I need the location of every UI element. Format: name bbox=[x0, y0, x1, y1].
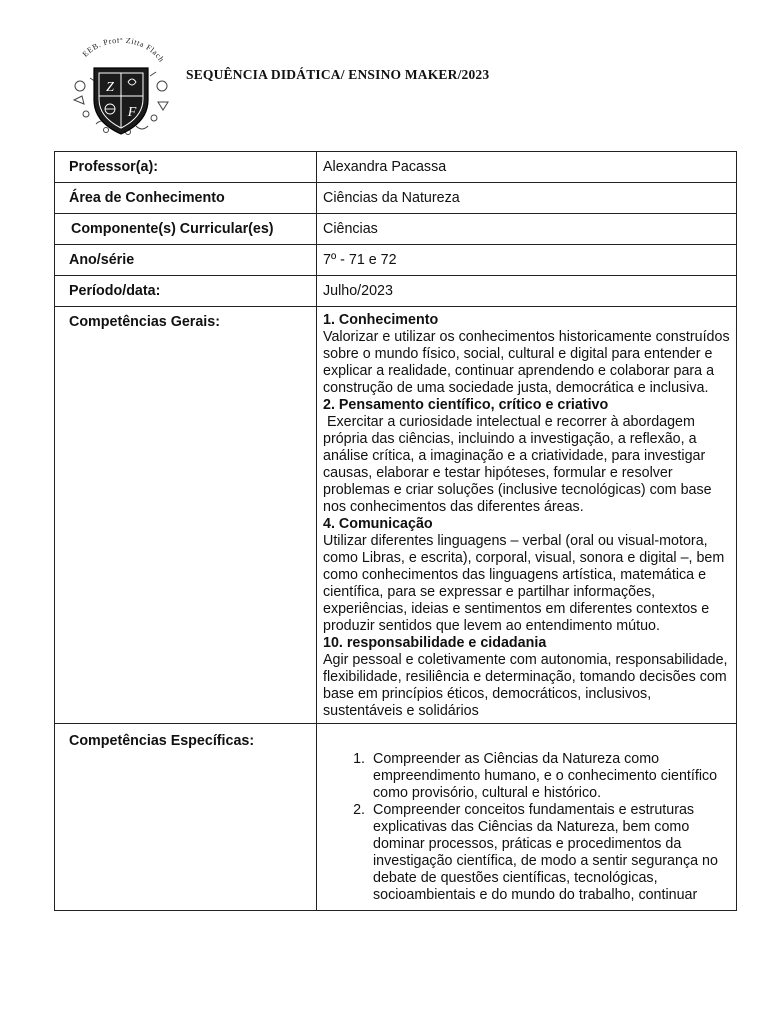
row-value: Ciências da Natureza bbox=[317, 183, 737, 214]
table-row bbox=[55, 183, 737, 214]
row-value: Julho/2023 bbox=[317, 276, 737, 307]
row-label: Competências Gerais: bbox=[55, 307, 317, 724]
competencia-heading: 1. Conhecimento bbox=[323, 312, 439, 328]
row-value: 7º - 71 e 72 bbox=[317, 245, 737, 276]
table-row bbox=[55, 214, 737, 245]
competencia-heading: 2. Pensamento científico, crítico e criativo bbox=[323, 397, 609, 413]
list-item: 2. Compreender conceitos fundamentais e estruturas explicativas das Ciências da Natureza, bem como dominar processos, práticas e procedimentos da investigação científica, de modo a sentir segurança no debate de questões científicas, tecnológicas, socioambientais e do mundo do trabalho, continuar bbox=[369, 802, 732, 904]
row-label: Componente(s) Curricular(es) bbox=[55, 214, 317, 245]
row-label: Competências Específicas: bbox=[55, 724, 317, 911]
row-label: Área de Conhecimento bbox=[55, 183, 317, 214]
competencias-gerais-content bbox=[317, 307, 737, 724]
table-row bbox=[55, 152, 737, 183]
row-value: Ciências bbox=[317, 214, 737, 245]
list-item: 1. Compreender as Ciências da Natureza como empreendimento humano, e o conhecimento científico como provisório, cultural e histórico. bbox=[369, 751, 732, 802]
table-row bbox=[55, 245, 737, 276]
row-label: Ano/série bbox=[55, 245, 317, 276]
table-row bbox=[55, 276, 737, 307]
school-logo bbox=[66, 38, 176, 140]
competencia-heading: 4. Comunicação bbox=[323, 516, 433, 532]
competencias-especificas-content bbox=[317, 724, 737, 911]
competencia-text: Exercitar a curiosidade intelectual e recorrer à abordagem própria das ciências, incluindo a investigação, a reflexão, a análise crítica, a imaginação e a criatividade, para investigar causas, elaborar e testar hipóteses, formular e resolver problemas e criar soluções (inclusive tecnológicas) com base nos conhecimentos das diferentes áreas. bbox=[323, 414, 716, 515]
row-label: Professor(a): bbox=[55, 152, 317, 183]
lesson-plan-table bbox=[54, 151, 737, 911]
row-value: Alexandra Pacassa bbox=[317, 152, 737, 183]
competencia-text: Agir pessoal e coletivamente com autonomia, responsabilidade, flexibilidade, resiliência e determinação, tomando decisões com base em princípios éticos, democráticos, inclusivos, sustentáveis e solidários bbox=[323, 652, 728, 719]
svg-text:EEB. Profª Zitta Flach bbox=[81, 38, 167, 64]
document-title: SEQUÊNCIA DIDÁTICA/ ENSINO MAKER/2023 bbox=[186, 67, 490, 82]
competencia-text: Valorizar e utilizar os conhecimentos historicamente construídos sobre o mundo físico, social, cultural e digital para entender e explicar a realidade, continuar aprendendo e colaborar para a construção de uma sociedade justa, democrática e inclusiva. bbox=[323, 329, 730, 396]
logo-arc-text: EEB. Profª Zitta Flach bbox=[80, 38, 167, 64]
competencia-text: Utilizar diferentes linguagens – verbal (oral ou visual-motora, como Libras, e escrita), corporal, visual, sonora e digital –, bem como conhecimentos das linguagens artística, matemática e científica, para se expressar e partilhar informações, experiências, ideias e sentimentos em diferentes contextos e produzir sentidos que levem ao entendimento mútuo. bbox=[323, 533, 725, 634]
logo-letter-f: F bbox=[127, 105, 137, 120]
row-label: Período/data: bbox=[55, 276, 317, 307]
competencia-heading: 10. responsabilidade e cidadania bbox=[323, 635, 547, 651]
competencias-gerais-row bbox=[55, 307, 737, 724]
competencias-especificas-list bbox=[323, 751, 732, 904]
competencias-especificas-row bbox=[55, 724, 737, 911]
logo-letter-z: Z bbox=[106, 80, 114, 95]
